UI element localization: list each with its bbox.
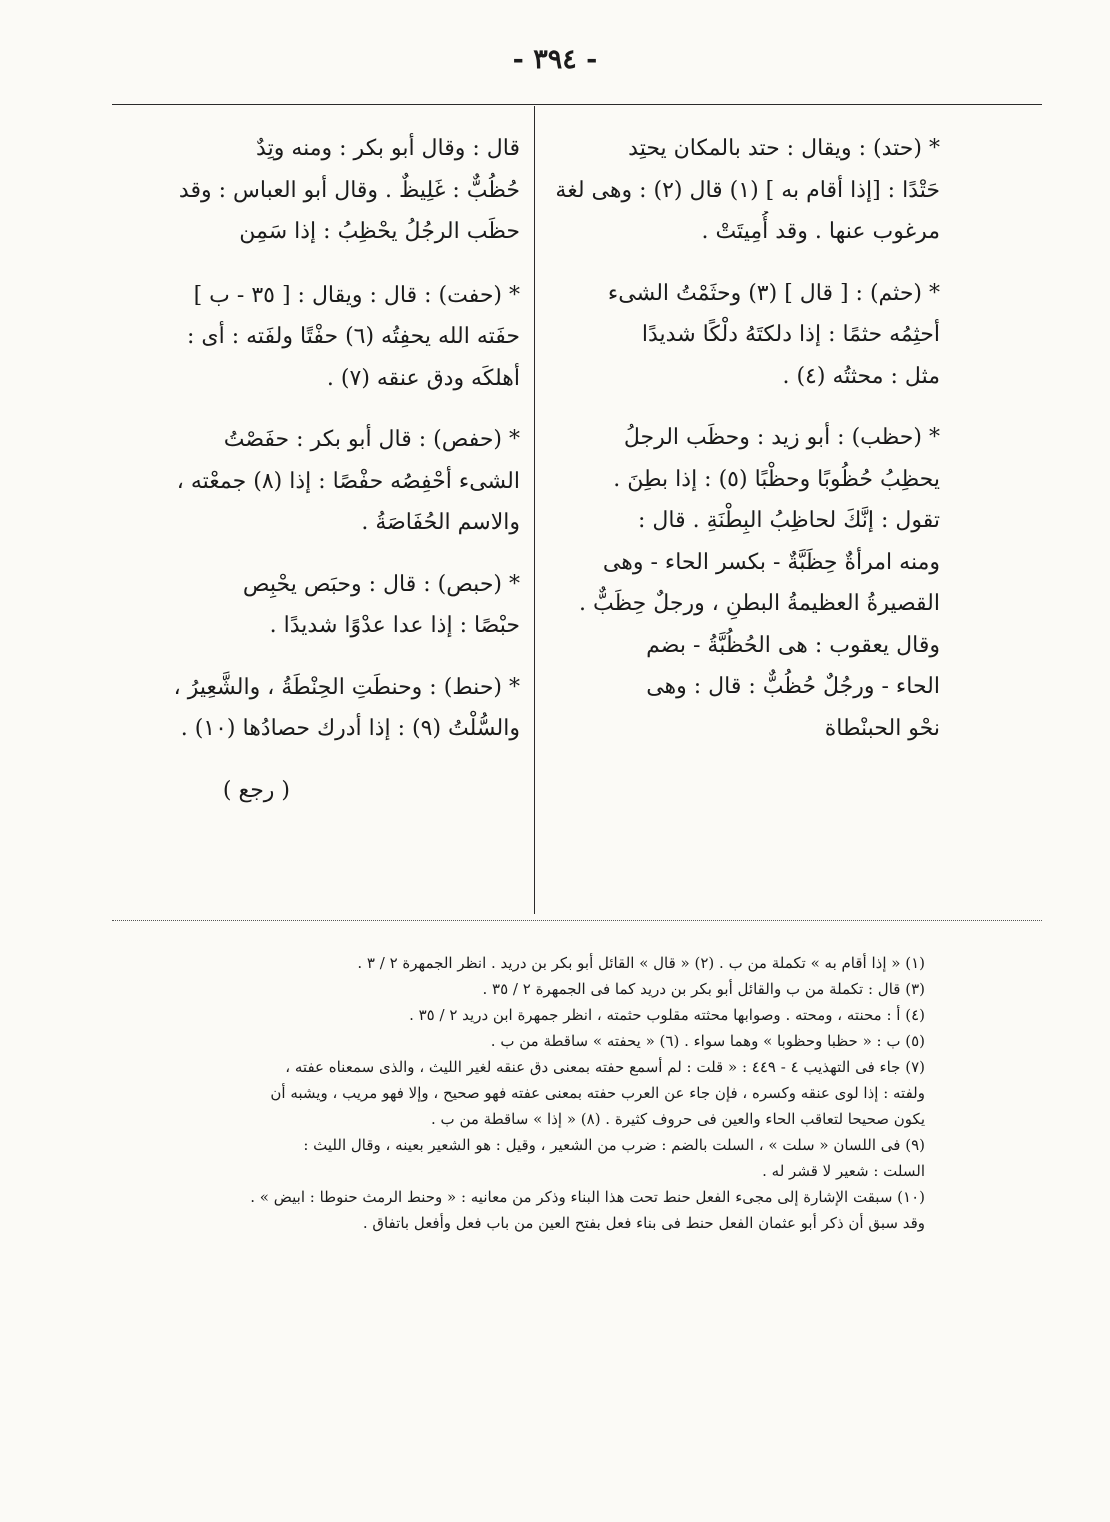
footnote: (٤) أ : محنته ، ومحته . وصوابها محثته مقلوب حثمته ، انظر جمهرة ابن دريد ٢ / ٣٥ .: [409, 1006, 925, 1024]
footnote-separator: [112, 920, 1042, 921]
entry-line: والسُّلْتُ (٩) : إذا أدرك حصادُها (١٠) .: [180, 716, 520, 741]
entry-line: وقال يعقوب : هى الحُظُبَّةُ - بضم: [646, 632, 940, 658]
entry-line: * (حبص) : قال : وحبَص يحْبِص: [242, 571, 520, 597]
page-number: - ٣٩٤ -: [512, 44, 598, 75]
entry-hanat: [115, 667, 520, 750]
entry-line: * (حفت) : قال : ويقال : [ ٣٥ - ب ]: [193, 282, 520, 308]
entry-line: تقول : إنَّكَ لحاظِبُ البِطْنَةِ . قال :: [637, 508, 940, 533]
footnote: (٥) ب : « حظبا وحظوبا » وهما سواء . (٦) « يحفته » ساقطة من ب .: [490, 1032, 925, 1050]
footnote: (٧) جاء فى التهذيب ٤ - ٤٤٩ : « قلت : لم أسمع حفته بمعنى دق عنقه لغير الليث ، والذى سمعناه عفته ،: [285, 1058, 925, 1076]
entry-line: حَتْدًا : [إذا أقام به ] (١) قال (٢) : وهى لغة: [555, 177, 940, 203]
entry-line: * (حتد) : ويقال : حتد بالمكان يحتِد: [628, 136, 940, 161]
entry-line: مرغوب عنها . وقد أُمِيتَتْ .: [701, 219, 940, 244]
entry-line: حُظُبٌّ : غَلِيظٌ . وقال أبو العباس : وقد: [178, 177, 520, 203]
footnote: ولفته : إذا لوى عنقه وكسره ، فإن جاء عن العرب حفته بمعنى عفته فهو صحيح ، وإلا فهو مريب ، ويشبه أن: [270, 1084, 925, 1102]
entry-line: حبْصًا : إذا عدا عدْوًا شديدًا .: [269, 613, 520, 638]
entry-line: * (حثم) : [ قال ] (٣) وحثَمْتُ الشىء: [607, 280, 940, 306]
entry-line: * (حفص) : قال أبو بكر : حفَصْتُ: [223, 427, 520, 452]
entry-line: يحظِبُ حُظُوبًا وحظْبًا (٥) : إذا بطِنَ .: [613, 466, 940, 492]
entry-line: * (حظب) : أبو زيد : وحظَب الرجلُ: [623, 425, 940, 450]
entry-line: * (حنط) : وحنطَتِ الحِنْطَةُ ، والشَّعِيرُ ،: [173, 674, 520, 700]
entry-line: قال : وقال أبو بكر : ومنه وتِدٌ: [256, 136, 520, 161]
entry-line: ومنه امرأةٌ حِظَبَّةٌ - بكسر الحاء - وهى: [602, 549, 940, 575]
entry-line: حفَته الله يحفِتُه (٦) حفْتًا ولفَته : أى :: [186, 324, 520, 349]
footnotes: [140, 950, 925, 1236]
entry-hafat: [115, 275, 520, 400]
entry-hathm: [555, 273, 940, 398]
entry-line: أحثِمُه حثمًا : إذا دلكتَهُ دلْكًا شديدًا: [641, 322, 940, 347]
entry-line: مثل : محثتُه (٤) .: [782, 363, 940, 389]
entry-line: أهلكَه ودق عنقه (٧) .: [326, 365, 520, 391]
entry-hatd: [555, 128, 940, 253]
right-column: [555, 128, 940, 769]
entry-line: الشىء أحْفِصُه حفْصًا : إذا (٨) جمعْته ،: [176, 468, 520, 494]
entry-line: نحْو الحبنْطاة: [824, 715, 940, 741]
entry-line: والاسم الحُفَاصَةُ .: [361, 510, 520, 535]
left-column: [115, 128, 520, 811]
entry-line: الحاء - ورجُلٌ حُظُبٌّ : قال : وهى: [646, 674, 940, 699]
entry-hazab: [555, 417, 940, 749]
column-divider: [534, 106, 535, 914]
entry-continuation: [115, 128, 520, 253]
cross-reference: ( رجع ): [222, 777, 290, 803]
footnote: (٩) فى اللسان « سلت » ، السلت بالضم : ضرب من الشعير ، وقيل : هو الشعير بعينه ، وقال الليث :: [303, 1136, 925, 1154]
entry-line: حظَب الرجُلُ يحْظِبُ : إذا سَمِن: [239, 219, 520, 244]
footnote: (١) « إذا أقام به » تكملة من ب . (٢) « قال » القائل أبو بكر بن دريد . انظر الجمهرة ٢ / ٣ .: [357, 954, 925, 972]
footnote: وقد سبق أن ذكر أبو عثمان الفعل حنط فى بناء فعل بفتح العين من باب فعل وأفعل باتفاق .: [362, 1214, 925, 1232]
header-rule: [112, 104, 1042, 105]
footnote: (٣) قال : تكملة من ب والقائل أبو بكر بن دريد كما فى الجمهرة ٢ / ٣٥ .: [482, 980, 925, 998]
footnote: (١٠) سبقت الإشارة إلى مجىء الفعل حنط تحت هذا البناء وذكر من معانيه : « وحنط الرمث حنوطا : ابيض » .: [250, 1188, 925, 1206]
footnote: يكون صحيحا لتعاقب الحاء والعين فى حروف كثيرة . (٨) « إذا » ساقطة من ب .: [431, 1110, 925, 1128]
entry-line: القصيرةُ العظيمةُ البطنِ ، ورجلٌ حِظَبٌّ .: [578, 591, 940, 616]
entry-habas: [115, 564, 520, 647]
entry-hafas: [115, 419, 520, 544]
footnote: السلت : شعير لا قشر له .: [762, 1162, 925, 1180]
